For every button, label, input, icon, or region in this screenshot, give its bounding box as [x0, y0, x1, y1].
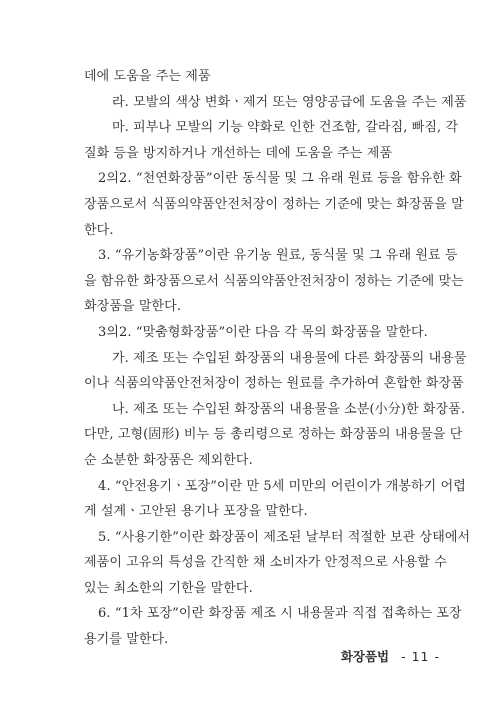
text-line: 한다. [84, 222, 114, 238]
text-line: 이나 식품의약품안전처장이 정하는 원료를 추가하여 혼합한 화장품 [84, 376, 464, 392]
text-line: 데에 도움을 주는 제품 [84, 69, 211, 84]
text-line: 4. “안전용기ㆍ포장”이란 만 5세 미만의 어린이가 개봉하기 어렵 [98, 478, 466, 494]
text-line: 있는 최소한의 기한을 말한다. [84, 580, 253, 596]
text-line: 장품으로서 식품의약품안전처장이 정하는 기준에 맞는 화장품을 말 [84, 196, 464, 212]
text-line: 게 설계ㆍ고안된 용기나 포장을 말한다. [84, 504, 308, 520]
text-line: 순 소분한 화장품은 제외한다. [84, 452, 253, 468]
text-line: 제품이 고유의 특성을 간직한 채 소비자가 안정적으로 사용할 수 [84, 555, 447, 571]
footer-page-number: - 11 - [401, 649, 440, 664]
text-line: 화장품을 말한다. [84, 299, 182, 315]
text-line: 가. 제조 또는 수입된 화장품의 내용물에 다른 화장품의 내용물 [112, 350, 467, 366]
text-line: 다만, 고형(固形) 비누 등 총리령으로 정하는 화장품의 내용물을 단 [84, 427, 463, 443]
text-line: 을 함유한 화장품으로서 식품의약품안전처장이 정하는 기준에 맞는 [84, 273, 464, 289]
text-line: 2의2. “천연화장품”이란 동식물 및 그 유래 원료 등을 함유한 화 [98, 171, 462, 187]
text-line: 나. 제조 또는 수입된 화장품의 내용물을 소분(小分)한 화장품. [112, 401, 466, 417]
text-line: 라. 모발의 색상 변화ㆍ제거 또는 영양공급에 도움을 주는 제품 [112, 94, 467, 110]
text-line: 6. “1차 포장”이란 화장품 제조 시 내용물과 직접 접촉하는 포장 [98, 606, 462, 622]
footer-law-name: 화장품법 [340, 649, 390, 664]
text-line: 마. 피부나 모발의 기능 약화로 인한 건조함, 갈라짐, 빠짐, 각 [112, 120, 459, 136]
text-line: 3. “유기농화장품”이란 유기농 원료, 동식물 및 그 유래 원료 등 [98, 248, 458, 264]
text-line: 5. “사용기한”이란 화장품이 제조된 날부터 적절한 보관 상태에서 [98, 529, 471, 545]
body-text [84, 64, 471, 653]
text-line: 3의2. “맞춤형화장품”이란 다음 각 목의 화장품을 말한다. [98, 324, 428, 340]
page-footer [341, 647, 440, 665]
text-line: 질화 등을 방지하거나 개선하는 데에 도움을 주는 제품 [84, 145, 393, 161]
text-line: 용기를 말한다. [84, 632, 169, 648]
